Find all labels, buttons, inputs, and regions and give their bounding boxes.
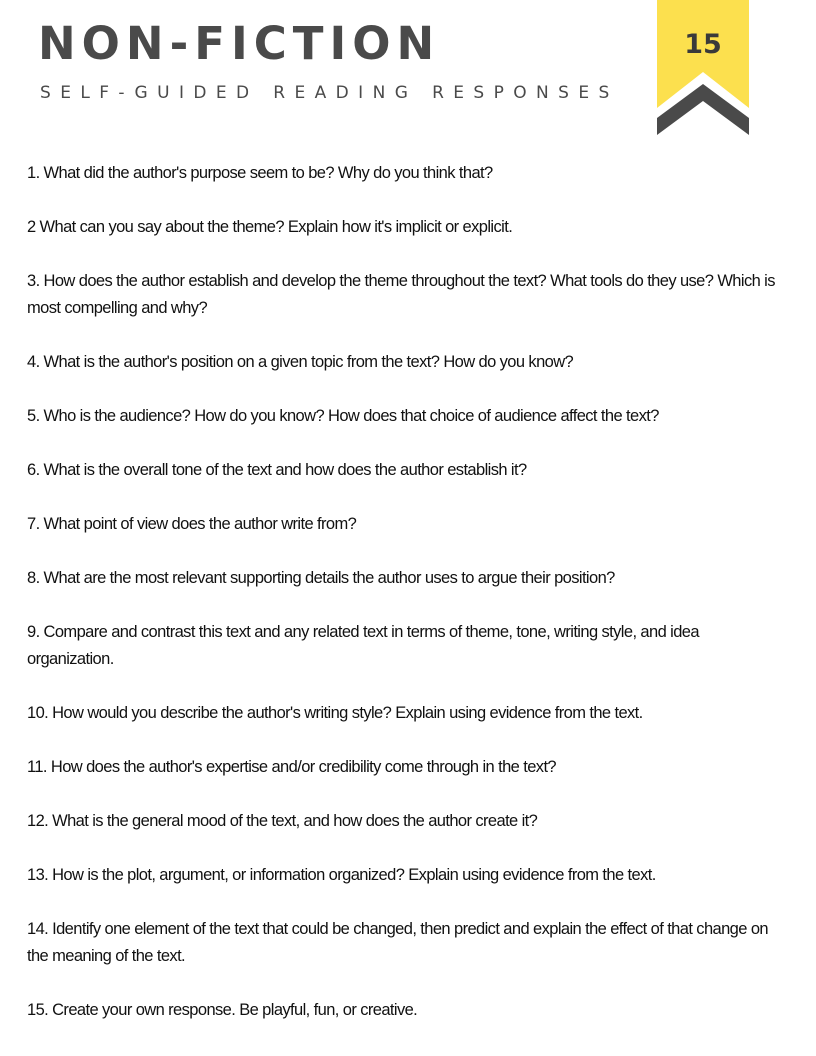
number-ribbon-badge (657, 0, 749, 135)
question-item: 1. What did the author's purpose seem to be? Why do you think that? (27, 164, 493, 182)
question-item: 9. Compare and contrast this text and any related text in terms of theme, tone, writing style, and idea organization. (27, 623, 699, 668)
question-item: 13. How is the plot, argument, or information organized? Explain using evidence from the text. (27, 866, 656, 884)
question-item: 4. What is the author's position on a given topic from the text? How do you know? (27, 353, 574, 371)
badge-number: 15 (684, 29, 722, 60)
question-item: 5. Who is the audience? How do you know? How does that choice of audience affect the text? (27, 407, 659, 425)
question-item: 8. What are the most relevant supporting details the author uses to argue their position? (27, 569, 615, 587)
question-list (27, 160, 787, 1051)
page-subtitle: SELF-GUIDED READING RESPONSES (40, 83, 619, 103)
question-item: 10. How would you describe the author's writing style? Explain using evidence from the text. (27, 704, 643, 722)
question-item: 6. What is the overall tone of the text and how does the author establish it? (27, 461, 527, 479)
question-item: 14. Identify one element of the text that could be changed, then predict and explain the effect of that change on the meaning of the text. (27, 920, 768, 965)
question-item: 7. What point of view does the author write from? (27, 515, 357, 533)
question-item: 12. What is the general mood of the text, and how does the author create it? (27, 812, 538, 830)
question-item: 3. How does the author establish and develop the theme throughout the text? What tools do they use? Which is most compelling and why? (27, 272, 775, 317)
ribbon-chevron-icon (657, 0, 749, 135)
question-item: 11. How does the author's expertise and/or credibility come through in the text? (27, 758, 557, 776)
question-item: 2 What can you say about the theme? Explain how it's implicit or explicit. (27, 218, 513, 236)
page-title: NON-FICTION (38, 17, 441, 70)
question-item: 15. Create your own response. Be playful, fun, or creative. (27, 1001, 418, 1019)
